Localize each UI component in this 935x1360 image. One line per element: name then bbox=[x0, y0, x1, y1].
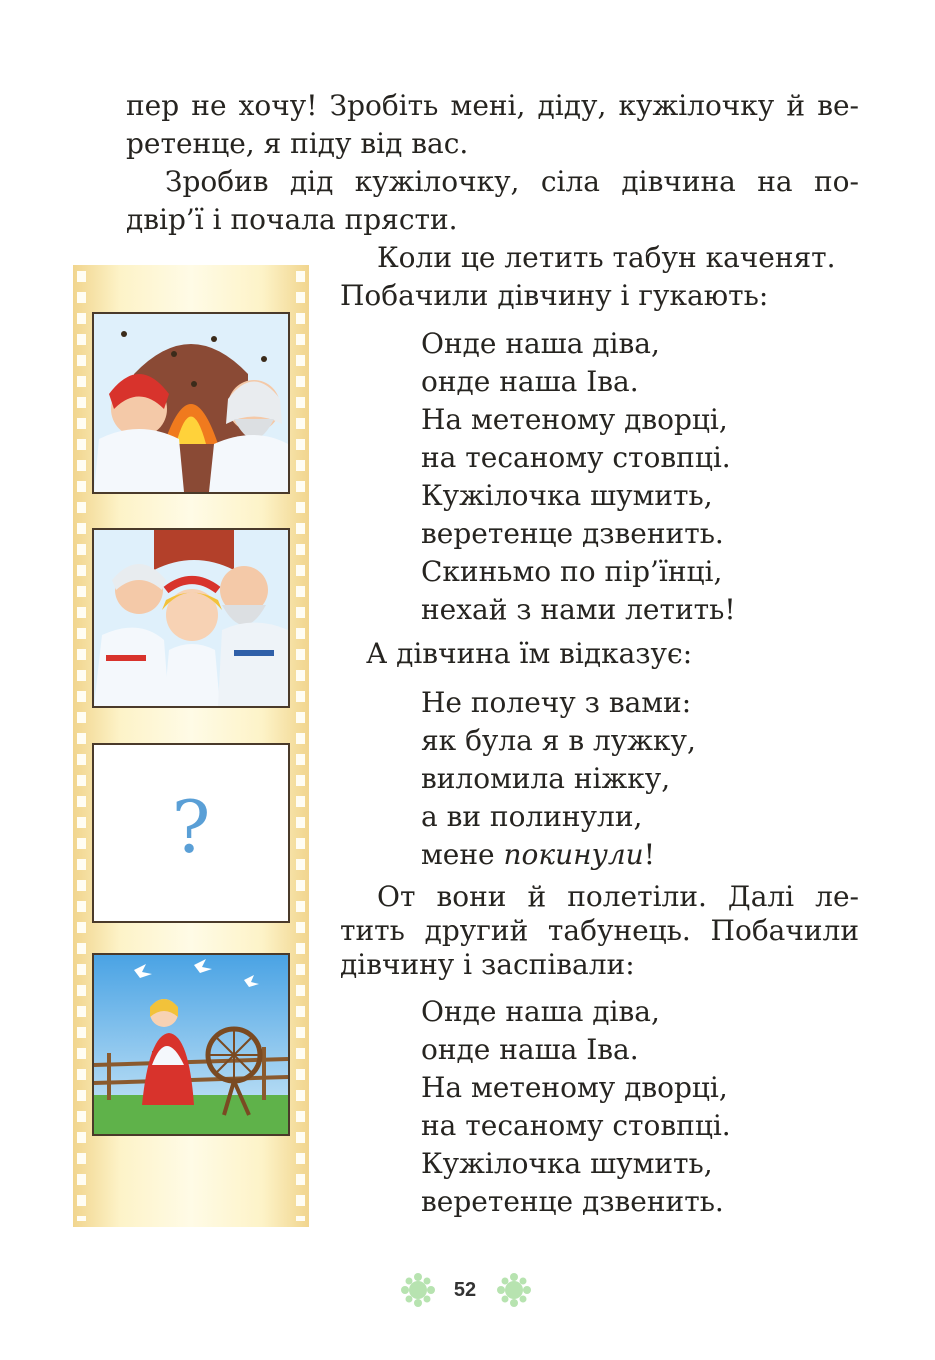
paragraph-2-line-1: Зробив дід кужілочку, сіла дівчина на по- bbox=[165, 165, 859, 198]
family-with-girl-illustration bbox=[92, 528, 290, 708]
verse-line: онде наша Іва. bbox=[421, 1033, 639, 1066]
paragraph-2-line-2: двір’ї і почала прясти. bbox=[126, 203, 458, 236]
verse-text: ! bbox=[643, 838, 655, 871]
page-number: 52 bbox=[453, 1279, 477, 1301]
verse-line: веретенце дзвенить. bbox=[421, 517, 724, 550]
verse-1 bbox=[421, 325, 736, 629]
verse-line: На метеному дворці, bbox=[421, 1071, 728, 1104]
verse-line: нехай з нами летить! bbox=[421, 593, 736, 626]
unknown-frame-placeholder bbox=[92, 743, 290, 923]
verse-line: Кужілочка шумить, bbox=[421, 1147, 713, 1180]
ornament-left-icon bbox=[400, 1272, 436, 1308]
verse-line: Скиньмо по пір’їнці, bbox=[421, 555, 723, 588]
verse-line: онде наша Іва. bbox=[421, 365, 639, 398]
verse-line: на тесаному стовпці. bbox=[421, 441, 731, 474]
verse-line: виломила ніжку, bbox=[421, 762, 671, 795]
paragraph-1-line-2: ретенце, я піду від вас. bbox=[126, 127, 469, 160]
verse-line-last bbox=[421, 836, 696, 874]
verse-text: мене bbox=[421, 838, 504, 871]
film-perforation-left bbox=[77, 271, 86, 1221]
verse-line: а ви полинули, bbox=[421, 800, 643, 833]
paragraph-1-line-1: пер не хочу! Зробіть мені, діду, кужілочку й ве- bbox=[126, 89, 859, 122]
paragraph-5-line-1: От вони й полетіли. Далі ле- bbox=[377, 880, 859, 913]
ornament-right-icon bbox=[496, 1272, 532, 1308]
verse-line: Онде наша діва, bbox=[421, 327, 660, 360]
verse-3 bbox=[421, 993, 731, 1221]
paragraph-5-line-3: дівчину і заспівали: bbox=[340, 948, 635, 981]
question-mark: ? bbox=[171, 785, 211, 869]
verse-line: На метеному дворці, bbox=[421, 403, 728, 436]
film-strip bbox=[73, 265, 309, 1227]
paragraph-3-line-2: Побачили дівчину і гукають: bbox=[340, 279, 769, 312]
girl-spinning-wheel-illustration bbox=[92, 953, 290, 1136]
verse-line: Онде наша діва, bbox=[421, 995, 660, 1028]
paragraph-5-line-2: тить другий табунець. Побачили bbox=[340, 914, 859, 947]
verse-line: на тесаному стовпці. bbox=[421, 1109, 731, 1142]
verse-line: як була я в лужку, bbox=[421, 724, 696, 757]
verse-2 bbox=[421, 684, 696, 874]
paragraph-3-line-1: Коли це летить табун каченят. bbox=[377, 241, 836, 274]
italic-word: покинули bbox=[503, 838, 644, 871]
verse-line: Кужілочка шумить, bbox=[421, 479, 713, 512]
verse-line: Не полечу з вами: bbox=[421, 686, 692, 719]
grandparents-by-oven-illustration bbox=[92, 312, 290, 494]
film-perforation-right bbox=[296, 271, 305, 1221]
verse-line: веретенце дзвенить. bbox=[421, 1185, 724, 1218]
paragraph-4: А дівчина їм відказує: bbox=[366, 637, 693, 670]
